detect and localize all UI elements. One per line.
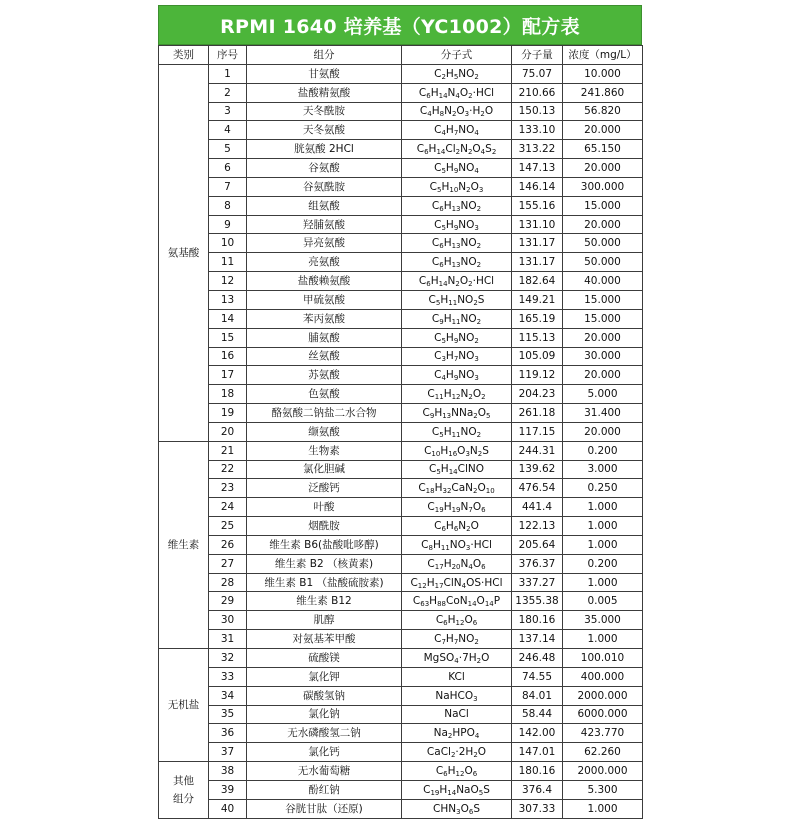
component-cell: 酚红钠	[247, 780, 402, 799]
molecular-weight-cell: 146.14	[512, 177, 563, 196]
molecular-weight-cell: 149.21	[512, 290, 563, 309]
molecular-weight-cell: 84.01	[512, 686, 563, 705]
concentration-cell: 6000.000	[563, 705, 643, 724]
concentration-cell: 20.000	[563, 159, 643, 178]
molecular-weight-cell: 210.66	[512, 83, 563, 102]
molecular-weight-cell: 313.22	[512, 140, 563, 159]
component-cell: 丝氨酸	[247, 347, 402, 366]
table-title: RPMI 1640 培养基（YC1002）配方表	[158, 5, 642, 45]
component-cell: 无水葡萄糖	[247, 762, 402, 781]
table-row	[159, 404, 643, 423]
formula-cell: $C_{17}H_{20}N_4O_6$	[402, 554, 512, 573]
number-cell: 29	[209, 592, 247, 611]
molecular-weight-cell: 155.16	[512, 196, 563, 215]
component-cell: 维生素 B12	[247, 592, 402, 611]
number-cell: 21	[209, 441, 247, 460]
table-row	[159, 121, 643, 140]
number-cell: 36	[209, 724, 247, 743]
concentration-cell: 423.770	[563, 724, 643, 743]
molecular-weight-cell: 246.48	[512, 649, 563, 668]
concentration-cell: 1.000	[563, 498, 643, 517]
concentration-cell: 15.000	[563, 196, 643, 215]
component-cell: 氯化胆碱	[247, 460, 402, 479]
component-cell: 甘氨酸	[247, 64, 402, 83]
number-cell: 35	[209, 705, 247, 724]
formula-cell: $C_7H_7NO_2$	[402, 630, 512, 649]
component-cell: 泛酸钙	[247, 479, 402, 498]
number-cell: 18	[209, 385, 247, 404]
number-cell: 16	[209, 347, 247, 366]
component-cell: 碳酸氢钠	[247, 686, 402, 705]
formula-cell: $C_5H_{11}NO_2$	[402, 422, 512, 441]
concentration-cell: 0.250	[563, 479, 643, 498]
table-row	[159, 649, 643, 668]
molecular-weight-cell: 147.01	[512, 743, 563, 762]
molecular-weight-cell: 119.12	[512, 366, 563, 385]
concentration-cell: 65.150	[563, 140, 643, 159]
table-row	[159, 686, 643, 705]
header-concentration: 浓度（mg/L）	[563, 46, 643, 65]
number-cell: 2	[209, 83, 247, 102]
number-cell: 32	[209, 649, 247, 668]
table-row	[159, 234, 643, 253]
molecular-weight-cell: 58.44	[512, 705, 563, 724]
number-cell: 26	[209, 535, 247, 554]
number-cell: 38	[209, 762, 247, 781]
molecular-weight-cell: 105.09	[512, 347, 563, 366]
formula-table	[158, 45, 643, 819]
component-cell: 羟脯氨酸	[247, 215, 402, 234]
formula-cell: $C_{11}H_{12}N_2O_2$	[402, 385, 512, 404]
number-cell: 40	[209, 799, 247, 818]
concentration-cell: 300.000	[563, 177, 643, 196]
component-cell: 组氨酸	[247, 196, 402, 215]
formula-cell: $C_8H_{11}NO_3\cdot HCl$	[402, 535, 512, 554]
component-cell: 叶酸	[247, 498, 402, 517]
table-row	[159, 83, 643, 102]
component-cell: 无水磷酸氢二钠	[247, 724, 402, 743]
header-component: 组分	[247, 46, 402, 65]
number-cell: 19	[209, 404, 247, 423]
number-cell: 14	[209, 309, 247, 328]
category-cell: 维生素	[159, 441, 209, 648]
table-row	[159, 177, 643, 196]
concentration-cell: 20.000	[563, 215, 643, 234]
number-cell: 30	[209, 611, 247, 630]
formula-cell: $C_{19}H_{19}N_7O_6$	[402, 498, 512, 517]
number-cell: 11	[209, 253, 247, 272]
concentration-cell: 5.300	[563, 780, 643, 799]
formula-cell: $C_6H_{14}N_4O_2\cdot HCl$	[402, 83, 512, 102]
concentration-cell: 31.400	[563, 404, 643, 423]
concentration-cell: 35.000	[563, 611, 643, 630]
number-cell: 17	[209, 366, 247, 385]
formula-cell: $C_6H_{12}O_6$	[402, 762, 512, 781]
header-category: 类别	[159, 46, 209, 65]
table-row	[159, 573, 643, 592]
number-cell: 13	[209, 290, 247, 309]
number-cell: 33	[209, 667, 247, 686]
molecular-weight-cell: 122.13	[512, 517, 563, 536]
molecular-weight-cell: 142.00	[512, 724, 563, 743]
number-cell: 7	[209, 177, 247, 196]
number-cell: 23	[209, 479, 247, 498]
number-cell: 8	[209, 196, 247, 215]
concentration-cell: 20.000	[563, 366, 643, 385]
number-cell: 9	[209, 215, 247, 234]
formula-cell: NaHCO$_3$	[402, 686, 512, 705]
table-row	[159, 517, 643, 536]
table-row	[159, 630, 643, 649]
formula-cell: $CaCl_2\cdot 2H_2O$	[402, 743, 512, 762]
number-cell: 37	[209, 743, 247, 762]
formula-cell: $C_6H_{13}NO_2$	[402, 253, 512, 272]
formula-cell: $C_5H_9NO_3$	[402, 215, 512, 234]
concentration-cell: 56.820	[563, 102, 643, 121]
table-row	[159, 780, 643, 799]
table-row	[159, 290, 643, 309]
number-cell: 24	[209, 498, 247, 517]
number-cell: 6	[209, 159, 247, 178]
concentration-cell: 1.000	[563, 630, 643, 649]
table-row	[159, 724, 643, 743]
table-row	[159, 460, 643, 479]
component-cell: 苏氨酸	[247, 366, 402, 385]
molecular-weight-cell: 137.14	[512, 630, 563, 649]
concentration-cell: 400.000	[563, 667, 643, 686]
header-molecular-weight: 分子量	[512, 46, 563, 65]
formula-cell: $C_5H_{11}NO_2S$	[402, 290, 512, 309]
table-row	[159, 159, 643, 178]
number-cell: 22	[209, 460, 247, 479]
molecular-weight-cell: 307.33	[512, 799, 563, 818]
molecular-weight-cell: 205.64	[512, 535, 563, 554]
component-cell: 维生素 B2 （核黄素)	[247, 554, 402, 573]
component-cell: 色氨酸	[247, 385, 402, 404]
header-formula: 分子式	[402, 46, 512, 65]
concentration-cell: 1.000	[563, 517, 643, 536]
molecular-weight-cell: 180.16	[512, 611, 563, 630]
formula-cell: KCl	[402, 667, 512, 686]
formula-cell: $C_4H_7NO_4$	[402, 121, 512, 140]
header-row	[159, 46, 643, 65]
component-cell: 对氨基苯甲酸	[247, 630, 402, 649]
number-cell: 20	[209, 422, 247, 441]
number-cell: 28	[209, 573, 247, 592]
concentration-cell: 100.010	[563, 649, 643, 668]
formula-cell: $C_{18}H_{32}CaN_2O_{10}$	[402, 479, 512, 498]
formula-cell: $C_{12}H_{17}ClN_4OS\cdot HCl$	[402, 573, 512, 592]
concentration-cell: 1.000	[563, 799, 643, 818]
molecular-weight-cell: 131.10	[512, 215, 563, 234]
formula-cell: $C_{19}H_{14}NaO_5S$	[402, 780, 512, 799]
molecular-weight-cell: 74.55	[512, 667, 563, 686]
component-cell: 天冬氨酸	[247, 121, 402, 140]
molecular-weight-cell: 115.13	[512, 328, 563, 347]
component-cell: 烟酰胺	[247, 517, 402, 536]
formula-cell: $C_9H_{11}NO_2$	[402, 309, 512, 328]
component-cell: 硫酸镁	[247, 649, 402, 668]
category-cell: 其他 组分	[159, 762, 209, 819]
number-cell: 25	[209, 517, 247, 536]
concentration-cell: 3.000	[563, 460, 643, 479]
number-cell: 31	[209, 630, 247, 649]
number-cell: 15	[209, 328, 247, 347]
formula-sheet	[158, 5, 642, 819]
molecular-weight-cell: 150.13	[512, 102, 563, 121]
formula-cell: $C_6H_{12}O_6$	[402, 611, 512, 630]
component-cell: 脯氨酸	[247, 328, 402, 347]
formula-cell: $C_6H_{14}N_2O_2\cdot HCl$	[402, 272, 512, 291]
concentration-cell: 40.000	[563, 272, 643, 291]
molecular-weight-cell: 165.19	[512, 309, 563, 328]
molecular-weight-cell: 182.64	[512, 272, 563, 291]
component-cell: 肌醇	[247, 611, 402, 630]
formula-cell: NaCl	[402, 705, 512, 724]
molecular-weight-cell: 244.31	[512, 441, 563, 460]
molecular-weight-cell: 376.4	[512, 780, 563, 799]
component-cell: 天冬酰胺	[247, 102, 402, 121]
formula-cell: $C_6H_{14}Cl_2N_2O_4S_2$	[402, 140, 512, 159]
component-cell: 维生素 B1 （盐酸硫胺素)	[247, 573, 402, 592]
concentration-cell: 15.000	[563, 309, 643, 328]
number-cell: 4	[209, 121, 247, 140]
component-cell: 谷氨酰胺	[247, 177, 402, 196]
component-cell: 苯丙氨酸	[247, 309, 402, 328]
component-cell: 甲硫氨酸	[247, 290, 402, 309]
concentration-cell: 2000.000	[563, 686, 643, 705]
table-row	[159, 366, 643, 385]
component-cell: 氯化钾	[247, 667, 402, 686]
component-cell: 生物素	[247, 441, 402, 460]
concentration-cell: 20.000	[563, 121, 643, 140]
molecular-weight-cell: 180.16	[512, 762, 563, 781]
component-cell: 谷胱甘肽（还原)	[247, 799, 402, 818]
concentration-cell: 50.000	[563, 253, 643, 272]
number-cell: 10	[209, 234, 247, 253]
table-row	[159, 592, 643, 611]
formula-cell: $CHN_3O_6S$	[402, 799, 512, 818]
concentration-cell: 20.000	[563, 328, 643, 347]
table-row	[159, 102, 643, 121]
concentration-cell: 10.000	[563, 64, 643, 83]
formula-cell: $C_5H_9NO_2$	[402, 328, 512, 347]
molecular-weight-cell: 117.15	[512, 422, 563, 441]
number-cell: 27	[209, 554, 247, 573]
table-body	[159, 64, 643, 818]
table-row	[159, 422, 643, 441]
molecular-weight-cell: 261.18	[512, 404, 563, 423]
formula-cell: $C_4H_8N_2O_3\cdot H_2O$	[402, 102, 512, 121]
number-cell: 1	[209, 64, 247, 83]
formula-cell: $C_{10}H_{16}O_3N_2S$	[402, 441, 512, 460]
table-row	[159, 215, 643, 234]
table-row	[159, 498, 643, 517]
molecular-weight-cell: 139.62	[512, 460, 563, 479]
number-cell: 34	[209, 686, 247, 705]
component-cell: 盐酸精氨酸	[247, 83, 402, 102]
number-cell: 12	[209, 272, 247, 291]
formula-cell: $C_3H_7NO_3$	[402, 347, 512, 366]
component-cell: 谷氨酸	[247, 159, 402, 178]
table-row	[159, 347, 643, 366]
concentration-cell: 15.000	[563, 290, 643, 309]
molecular-weight-cell: 131.17	[512, 253, 563, 272]
component-cell: 胱氨酸 2HCl	[247, 140, 402, 159]
concentration-cell: 50.000	[563, 234, 643, 253]
concentration-cell: 1.000	[563, 535, 643, 554]
concentration-cell: 62.260	[563, 743, 643, 762]
formula-cell: $C_9H_{13}NNa_2O_5$	[402, 404, 512, 423]
component-cell: 异亮氨酸	[247, 234, 402, 253]
formula-cell: $C_6H_6N_2O$	[402, 517, 512, 536]
formula-cell: $C_5H_9NO_4$	[402, 159, 512, 178]
formula-cell: $C_6H_{13}NO_2$	[402, 196, 512, 215]
concentration-cell: 0.200	[563, 554, 643, 573]
concentration-cell: 241.860	[563, 83, 643, 102]
component-cell: 亮氨酸	[247, 253, 402, 272]
table-row	[159, 309, 643, 328]
table-row	[159, 611, 643, 630]
molecular-weight-cell: 441.4	[512, 498, 563, 517]
table-row	[159, 762, 643, 781]
molecular-weight-cell: 147.13	[512, 159, 563, 178]
formula-cell: $C_6H_{13}NO_2$	[402, 234, 512, 253]
formula-cell: $C_5H_{10}N_2O_3$	[402, 177, 512, 196]
molecular-weight-cell: 75.07	[512, 64, 563, 83]
formula-cell: $C_5H_{14}ClNO$	[402, 460, 512, 479]
table-row	[159, 535, 643, 554]
molecular-weight-cell: 131.17	[512, 234, 563, 253]
concentration-cell: 2000.000	[563, 762, 643, 781]
table-row	[159, 479, 643, 498]
number-cell: 5	[209, 140, 247, 159]
table-row	[159, 705, 643, 724]
component-cell: 酪氨酸二钠盐二水合物	[247, 404, 402, 423]
formula-cell: $C_2H_5NO_2$	[402, 64, 512, 83]
concentration-cell: 5.000	[563, 385, 643, 404]
table-row	[159, 743, 643, 762]
table-row	[159, 385, 643, 404]
table-row	[159, 554, 643, 573]
component-cell: 维生素 B6(盐酸吡哆醇)	[247, 535, 402, 554]
molecular-weight-cell: 204.23	[512, 385, 563, 404]
table-row	[159, 667, 643, 686]
formula-cell: $Na_2HPO_4$	[402, 724, 512, 743]
concentration-cell: 0.005	[563, 592, 643, 611]
molecular-weight-cell: 376.37	[512, 554, 563, 573]
molecular-weight-cell: 133.10	[512, 121, 563, 140]
table-row	[159, 253, 643, 272]
table-row	[159, 272, 643, 291]
table-row	[159, 196, 643, 215]
concentration-cell: 20.000	[563, 422, 643, 441]
component-cell: 氯化钙	[247, 743, 402, 762]
table-row	[159, 64, 643, 83]
formula-cell: $C_{63}H_{88}CoN_{14}O_{14}P$	[402, 592, 512, 611]
table-row	[159, 140, 643, 159]
category-cell: 氨基酸	[159, 64, 209, 441]
component-cell: 缬氨酸	[247, 422, 402, 441]
molecular-weight-cell: 1355.38	[512, 592, 563, 611]
table-row	[159, 328, 643, 347]
molecular-weight-cell: 476.54	[512, 479, 563, 498]
formula-cell: $C_4H_9NO_3$	[402, 366, 512, 385]
concentration-cell: 1.000	[563, 573, 643, 592]
table-row	[159, 799, 643, 818]
category-cell: 无机盐	[159, 649, 209, 762]
header-number: 序号	[209, 46, 247, 65]
concentration-cell: 0.200	[563, 441, 643, 460]
number-cell: 3	[209, 102, 247, 121]
formula-cell: $MgSO_4\cdot 7H_2O$	[402, 649, 512, 668]
molecular-weight-cell: 337.27	[512, 573, 563, 592]
component-cell: 氯化钠	[247, 705, 402, 724]
number-cell: 39	[209, 780, 247, 799]
component-cell: 盐酸赖氨酸	[247, 272, 402, 291]
concentration-cell: 30.000	[563, 347, 643, 366]
table-row	[159, 441, 643, 460]
